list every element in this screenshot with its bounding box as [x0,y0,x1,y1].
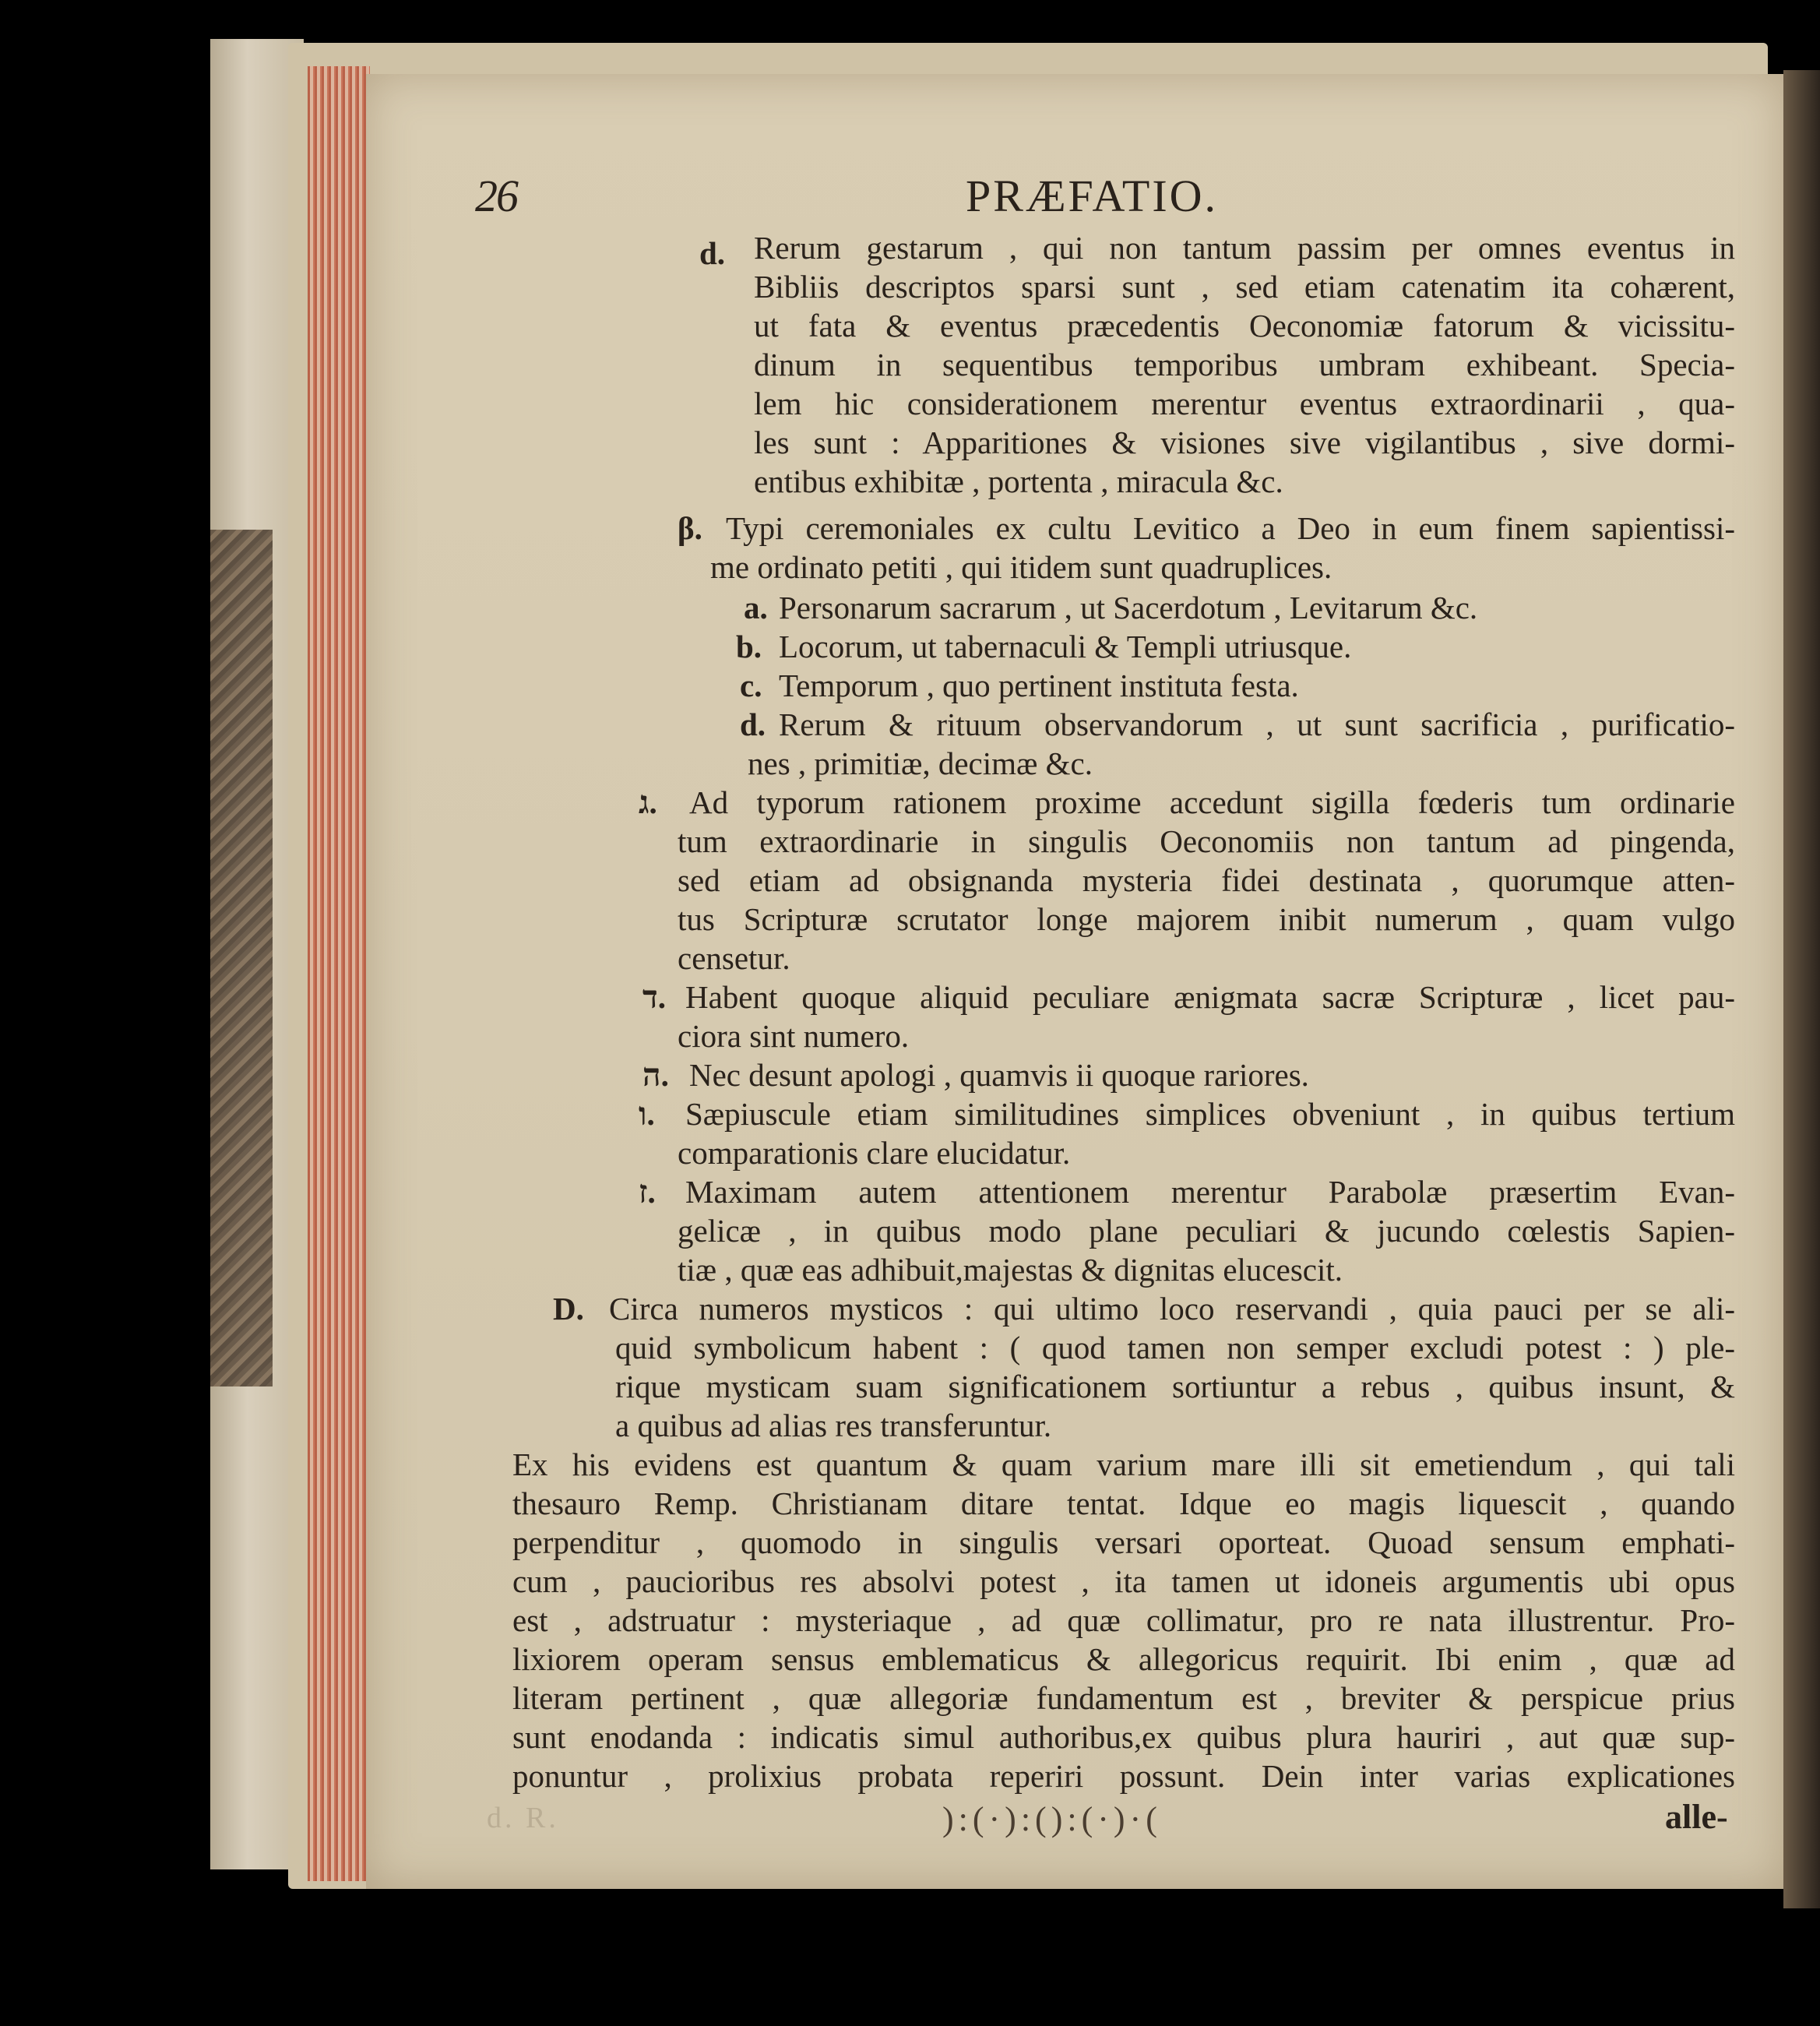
text-line: entibus exhibitæ , portenta , miracula &c. [754,463,1283,499]
text-line: Circa numeros mysticos : qui ultimo loco reservandi , quia pauci per se ali- [609,1291,1735,1327]
text-line: Ad typorum rationem proxime accedunt sigilla fœderis tum ordinarie [689,784,1735,820]
text-line: Rerum & rituum observandorum , ut sunt sacrificia , purificatio- [779,706,1735,742]
text-line: Ex his evidens est quantum & quam varium mare illi sit emetiendum , qui tali [512,1446,1735,1482]
text-line: Rerum gestarum , qui non tantum passim per omnes eventus in [754,230,1735,266]
text-line: Personarum sacrarum , ut Sacerdotum , Levitarum &c. [779,590,1478,625]
item-marker: ג. [639,784,657,820]
facing-page-edge [1783,70,1820,1908]
item-marker: D. [553,1291,584,1327]
text-line: ciora sint numero. [678,1018,910,1054]
text-line: tiæ , quæ eas adhibuit,majestas & dignitas elucescit. [678,1252,1343,1288]
text-line: a quibus ad alias res transferuntur. [615,1408,1052,1443]
text-line: Maximam autem attentionem merentur Parabolæ præsertim Evan- [685,1174,1735,1210]
text-line: literam pertinent , quæ allegoriæ fundamentum est , breviter & perspicue prius [512,1680,1735,1716]
text-line: Typi ceremoniales ex cultu Levitico a Deo in eum finem sapientissi- [726,510,1735,546]
text-line: Temporum , quo pertinent instituta festa. [779,668,1299,703]
page-number: 26 [475,171,517,221]
text-line: ut fata & eventus præcedentis Oeconomiæ fatorum & vicissitu- [754,308,1735,344]
text-line: dinum in sequentibus temporibus umbram exhibeant. Specia- [754,347,1735,382]
text-line: perpenditur , quomodo in singulis versari oporteat. Quoad sensum emphati- [512,1524,1735,1560]
text-line: nes , primitiæ, decimæ &c. [748,745,1093,781]
text-line: sunt enodanda : indicatis simul authoribus,ex quibus plura hauriri , aut quæ sup- [512,1719,1735,1755]
text-line: Habent quoque aliquid peculiare ænigmata sacræ Scripturæ , licet pau- [685,979,1735,1015]
item-marker: c. [740,668,762,703]
text-line: quid symbolicum habent : ( quod tamen non semper excludi potest : ) ple- [615,1330,1735,1365]
text-line: lem hic considerationem merentur eventus extraordinarii , qua- [754,386,1735,421]
text-line: gelicæ , in quibus modo plane peculiari & jucundo cœlestis Sapien- [678,1213,1735,1249]
text-line: thesauro Remp. Christianam ditare tentat. Idque eo magis liquescit , quando [512,1485,1735,1521]
item-marker: b. [736,629,762,664]
text-line: me ordinato petiti , qui itidem sunt quadruplices. [710,549,1332,585]
text-line: censetur. [678,940,790,976]
text-line: comparationis clare elucidatur. [678,1135,1071,1171]
text-line: Bibliis descriptos sparsi sunt , sed etiam catenatim ita cohærent, [754,269,1735,305]
text-line: les sunt : Apparitiones & visiones sive vigilantibus , sive dormi- [754,425,1735,460]
item-marker: d. [699,235,726,271]
text-line: lixiorem operam sensus emblematicus & allegoricus requirit. Ibi enim , quæ ad [512,1641,1735,1677]
running-head: PRÆFATIO. [966,171,1219,221]
text-line: tus Scripturæ scrutator longe majorem inibit numerum , quam vulgo [678,901,1735,937]
item-marker: ז. [639,1174,656,1210]
item-marker: d. [740,706,766,742]
text-line: ponuntur , prolixius probata reperiri possunt. Dein inter varias explicationes [512,1758,1735,1794]
text-line: est , adstruatur : mysteriaque , ad quæ collimatur, pro re nata illustrentur. Pro- [512,1602,1735,1638]
bleed-through-text: d. R. [487,1802,559,1834]
item-marker: ה. [642,1057,669,1093]
item-marker: a. [744,590,768,625]
item-marker: ו. [639,1096,655,1132]
text-line: Nec desunt apologi , quamvis ii quoque rariores. [689,1057,1309,1093]
text-line: rique mysticam suam significationem sortiuntur a rebus , quibus insunt, & [615,1369,1735,1404]
text-line: sed etiam ad obsignanda mysteria fidei destinata , quorumque atten- [678,862,1735,898]
item-marker: ד. [642,979,666,1015]
text-line: Locorum, ut tabernaculi & Templi utriusque. [779,629,1352,664]
text-line: cum , paucioribus res absolvi potest , ita tamen ut idoneis argumentis ubi opus [512,1563,1735,1599]
text-line: Sæpiuscule etiam similitudines simplices obveniunt , in quibus tertium [685,1096,1735,1132]
footer-ornament: ):(·):():(·)·( [942,1800,1162,1838]
catchword: alle- [1665,1798,1728,1836]
item-marker: β. [678,510,702,546]
spine-damage [210,530,273,1386]
page-edges [308,66,370,1881]
text-line: tum extraordinarie in singulis Oeconomiis non tantum ad pingenda, [678,823,1735,859]
